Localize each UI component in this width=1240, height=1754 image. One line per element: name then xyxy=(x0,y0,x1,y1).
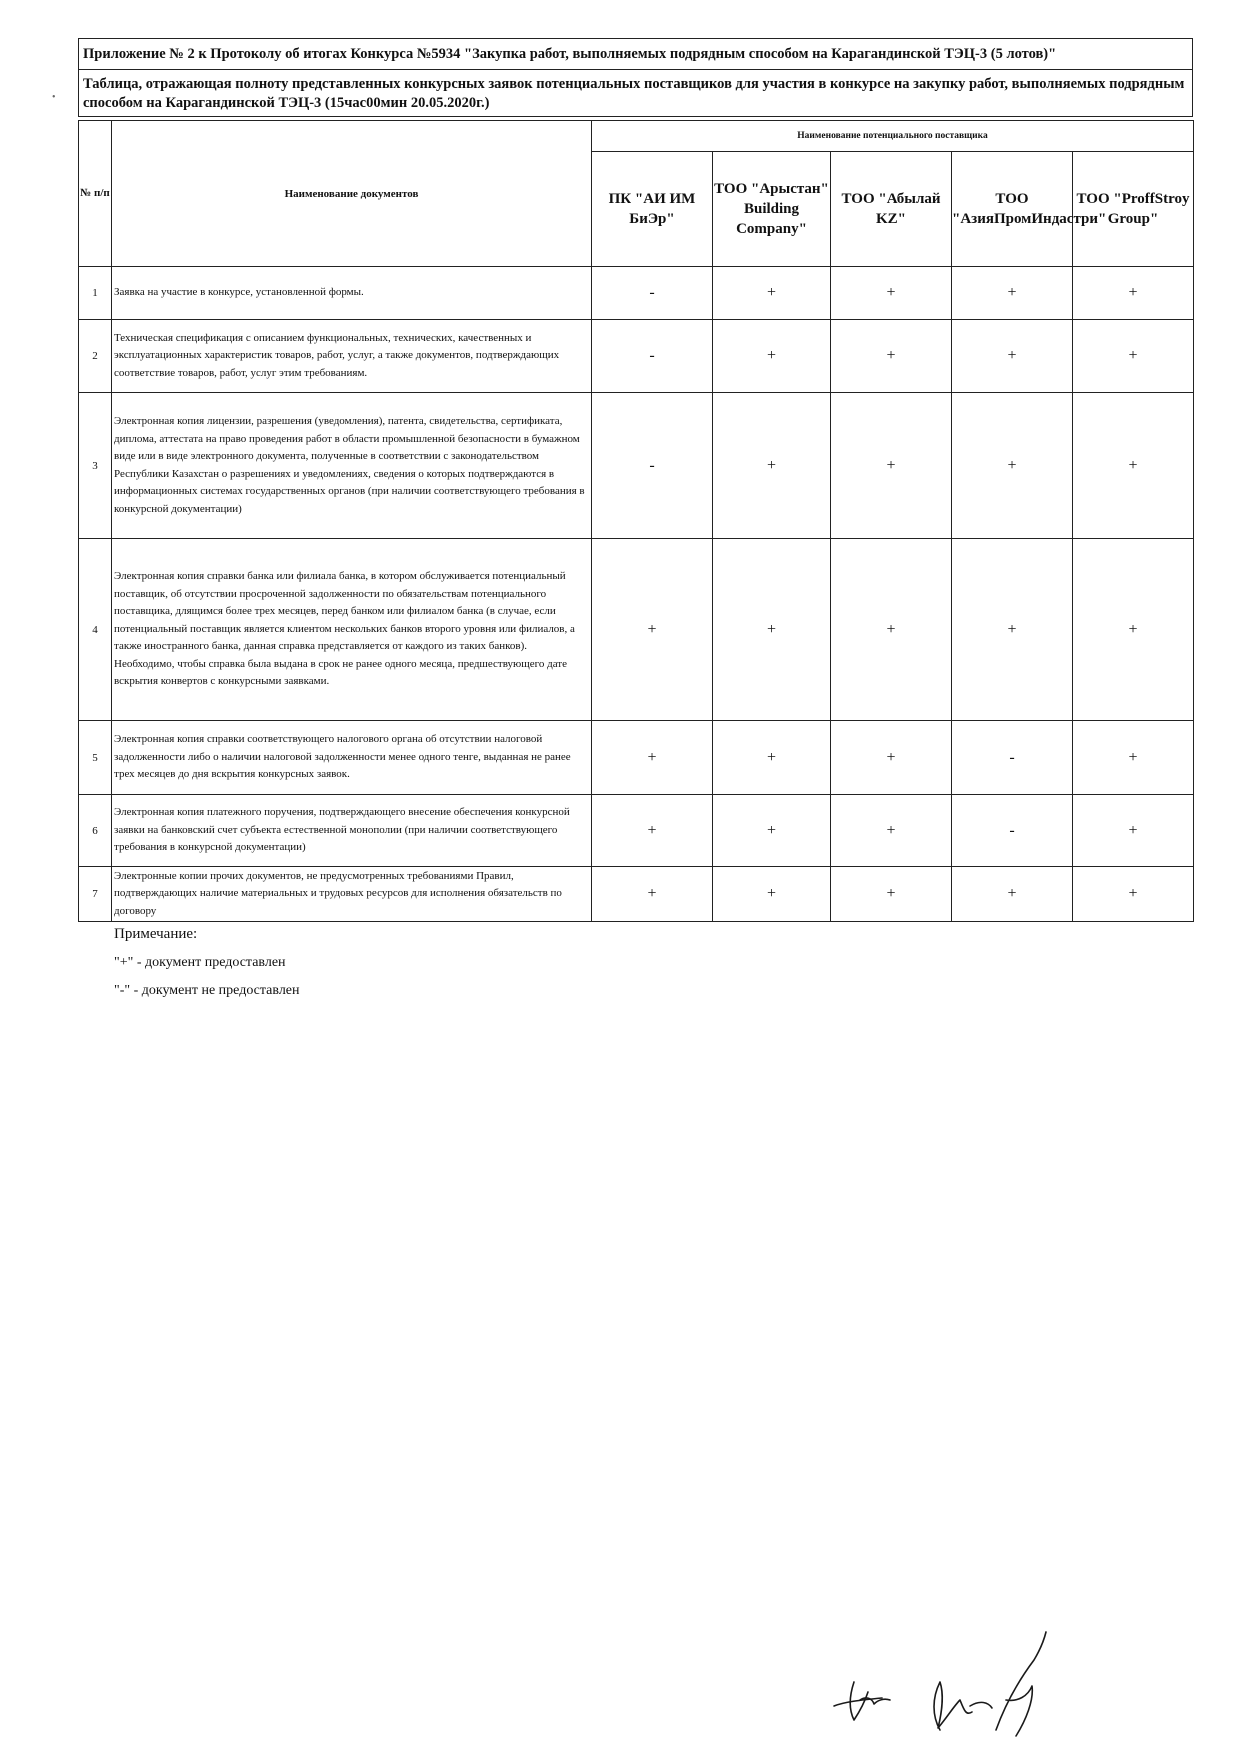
status-mark: + xyxy=(831,393,952,539)
document-name: Электронная копия справки банка или филиала банка, в котором обслуживается потенциальный поставщик, об отсутствии просроченной задолженности по обязательствам потенциального поставщика, длящимся более трех месяцев, перед банком или филиалом банка (в случае, если потенциальный поставщик является клиентом нескольких банков второго уровня или филиалов, а также иностранного банка, данная справка представляется от каждого из таких банков). Необходимо, чтобы справка была выдана в срок не ранее одного месяца, предшествующего дате вскрытия конвертов с конкурсными заявками. xyxy=(112,539,592,721)
status-mark: + xyxy=(713,867,831,922)
status-mark: + xyxy=(831,320,952,393)
status-mark: + xyxy=(592,795,713,867)
status-mark: + xyxy=(952,867,1073,922)
scan-mark: • xyxy=(52,92,56,103)
status-mark: + xyxy=(1073,795,1194,867)
document-header xyxy=(78,38,1193,117)
status-mark: + xyxy=(713,320,831,393)
supplier-header: ТОО "АзияПромИндастри" xyxy=(952,152,1073,267)
supplier-header: ТОО "Арыстан" Building Company" xyxy=(713,152,831,267)
status-mark: + xyxy=(831,267,952,320)
status-mark: - xyxy=(952,795,1073,867)
status-mark: + xyxy=(592,539,713,721)
status-mark: + xyxy=(592,867,713,922)
table-row xyxy=(79,867,1194,922)
row-number: 3 xyxy=(79,393,112,539)
table-caption: Таблица, отражающая полноту представленных конкурсных заявок потенциальных поставщиков для участия в конкурсе на закупку работ, выполняемых подрядным способом на Карагандинской ТЭЦ-3 (15час00мин 20.05.2020г.) xyxy=(83,76,1185,111)
status-mark: + xyxy=(592,721,713,795)
note-minus: "-" - документ не предоставлен xyxy=(114,983,300,998)
document-name: Электронная копия лицензии, разрешения (уведомления), патента, свидетельства, сертификата, диплома, аттестата на право проведения работ в области промышленной безопасности в бумажном виде или в виде электронного документа, полученные в соответствии с законодательством Республики Казахстан о разрешениях и уведомлениях, сведения о которых подтверждаются в информационных системах государственных органов (при наличии соответствующего требования в конкурсной документации) xyxy=(112,393,592,539)
note-title: Примечание: xyxy=(114,926,198,942)
status-mark: + xyxy=(713,539,831,721)
table-row xyxy=(79,795,1194,867)
status-mark: + xyxy=(713,721,831,795)
row-number: 5 xyxy=(79,721,112,795)
status-mark: + xyxy=(831,721,952,795)
supplier-header: ТОО "Абылай KZ" xyxy=(831,152,952,267)
supplier-group-header: Наименование потенциального поставщика xyxy=(592,121,1194,152)
table-row xyxy=(79,721,1194,795)
status-mark: + xyxy=(1073,867,1194,922)
table-row xyxy=(79,267,1194,320)
document-name: Электронная копия платежного поручения, подтверждающего внесение обеспечения конкурсной заявки на банковский счет субъекта естественной монополии (при наличии соответствующего требования в конкурсной документации) xyxy=(112,795,592,867)
row-number: 1 xyxy=(79,267,112,320)
table-row xyxy=(79,320,1194,393)
signature-stroke xyxy=(996,1632,1046,1730)
document-name: Техническая спецификация с описанием функциональных, технических, качественных и эксплуатационных характеристик товаров, работ, услуг, а также документов, подтверждающих соответствие товаров, работ, услуг этим требованиям. xyxy=(112,320,592,393)
handwritten-signatures xyxy=(820,1620,1080,1740)
status-mark: - xyxy=(592,320,713,393)
number-header: № п/п xyxy=(79,121,112,267)
table-row xyxy=(79,539,1194,721)
documents-header: Наименование документов xyxy=(112,121,592,267)
signature-stroke xyxy=(970,1702,992,1708)
status-mark: + xyxy=(713,393,831,539)
supplier-header: ТОО "ProffStroy Group" xyxy=(1073,152,1194,267)
status-mark: + xyxy=(831,867,952,922)
signature-stroke xyxy=(1006,1686,1032,1736)
status-mark: + xyxy=(952,393,1073,539)
row-number: 4 xyxy=(79,539,112,721)
row-number: 7 xyxy=(79,867,112,922)
status-mark: + xyxy=(952,539,1073,721)
status-mark: + xyxy=(1073,393,1194,539)
status-mark: + xyxy=(1073,539,1194,721)
status-mark: + xyxy=(1073,721,1194,795)
note-plus: "+" - документ предоставлен xyxy=(114,955,286,970)
completeness-table xyxy=(78,120,1194,922)
status-mark: - xyxy=(952,721,1073,795)
status-mark: + xyxy=(1073,320,1194,393)
status-mark: + xyxy=(831,795,952,867)
status-mark: + xyxy=(952,267,1073,320)
status-mark: - xyxy=(592,393,713,539)
status-mark: + xyxy=(713,795,831,867)
supplier-header: ПК "АИ ИМ БиЭр" xyxy=(592,152,713,267)
signature-stroke xyxy=(934,1682,972,1730)
table-row xyxy=(79,393,1194,539)
row-number: 6 xyxy=(79,795,112,867)
status-mark: + xyxy=(831,539,952,721)
row-number: 2 xyxy=(79,320,112,393)
status-mark: + xyxy=(952,320,1073,393)
appendix-title: Приложение № 2 к Протоколу об итогах Конкурса №5934 "Закупка работ, выполняемых подрядным способом на Карагандинской ТЭЦ-3 (5 лотов)" xyxy=(79,39,1192,70)
document-name: Заявка на участие в конкурсе, установленной формы. xyxy=(112,267,592,320)
status-mark: + xyxy=(1073,267,1194,320)
signature-stroke xyxy=(834,1698,882,1706)
document-name: Электронная копия справки соответствующего налогового органа об отсутствии налоговой задолженности либо о наличии налоговой задолженности менее одного тенге, выданная не ранее трех месяцев до дня вскрытия конкурсных заявок. xyxy=(112,721,592,795)
status-mark: - xyxy=(592,267,713,320)
status-mark: + xyxy=(713,267,831,320)
document-name: Электронные копии прочих документов, не предусмотренных требованиями Правил, подтверждающих наличие материальных и трудовых ресурсов для исполнения обязательств по договору xyxy=(112,867,592,922)
